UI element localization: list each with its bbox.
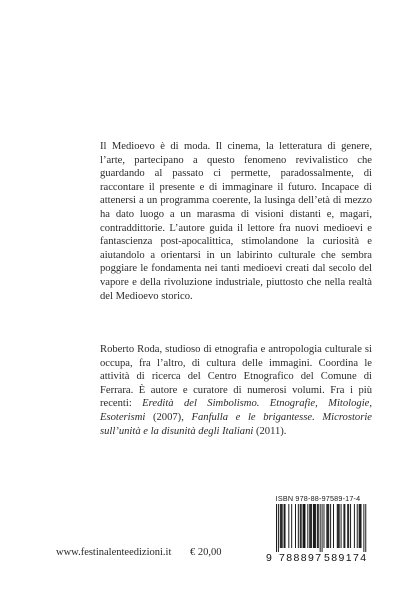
- barcode-bar: [357, 504, 358, 548]
- barcode-bar: [365, 504, 366, 552]
- barcode-bar: [300, 504, 301, 548]
- barcode-bar: [347, 504, 348, 548]
- barcode-bar: [311, 504, 312, 548]
- barcode-bar: [317, 504, 318, 548]
- barcode-bar: [281, 504, 282, 548]
- barcode-bar: [315, 504, 316, 548]
- barcode-bar: [339, 504, 340, 548]
- barcode-bar: [278, 504, 279, 552]
- barcode-bar: [307, 504, 308, 548]
- barcode-bar: [305, 504, 306, 548]
- barcode-bar: [285, 504, 286, 548]
- price-label: € 20,00: [190, 547, 222, 558]
- barcode-bar: [295, 504, 296, 548]
- book-year-2007: (2007),: [145, 411, 192, 423]
- isbn-label: ISBN 978-88-97589-17-4: [275, 494, 361, 503]
- barcode-bar: [314, 504, 315, 548]
- barcode-bar: [341, 504, 342, 548]
- barcode-bar: [344, 504, 345, 548]
- author-bio-intro: Roberto Roda, studioso di etnografia e antropologia culturale si occupa, fra l’altro, di cultura delle immagini. Coordina le attività di ricerca del Centro Etnografico del Comune di Ferrara. È autore e curatore di numerosi volumi. Fra i più recenti:: [100, 344, 372, 410]
- barcode-bar: [322, 504, 323, 552]
- barcode-bar: [328, 504, 329, 548]
- barcode-bar: [276, 504, 277, 552]
- barcode-bar: [338, 504, 339, 548]
- book-year-2011: (2011).: [253, 425, 287, 437]
- book-title-fanfulla: Fanfulla e le brigantesse. Microstorie sull’unità e la disunità degli Italiani: [100, 411, 372, 437]
- barcode-image: [266, 504, 370, 552]
- barcode-bar: [284, 504, 285, 548]
- barcode-bar: [350, 504, 351, 548]
- barcode-bar: [326, 504, 327, 548]
- barcode-bar: [359, 504, 360, 548]
- barcode-digits-left: 788897: [279, 552, 323, 564]
- book-title-eredita: Eredità del Simbolismo. Etnografie, Mitologie, Esoterismi: [100, 398, 372, 423]
- barcode-bar: [324, 504, 325, 548]
- barcode-bar: [318, 504, 319, 548]
- barcode-bar: [280, 504, 281, 548]
- barcode-bar: [330, 504, 331, 548]
- barcode-bar: [343, 504, 344, 548]
- barcode-bar: [337, 504, 338, 548]
- isbn-block: [266, 494, 370, 564]
- barcode-bar: [309, 504, 310, 548]
- barcode-bar: [333, 504, 334, 548]
- barcode-bar: [291, 504, 292, 548]
- barcode-bar: [348, 504, 349, 548]
- barcode-bar: [301, 504, 302, 548]
- barcode-bar: [282, 504, 283, 548]
- barcode-bar: [327, 504, 328, 548]
- barcode-bar: [354, 504, 355, 548]
- barcode-bar: [360, 504, 361, 548]
- barcode-bar: [363, 504, 364, 552]
- author-bio-paragraph: [100, 343, 372, 438]
- barcode-bar: [304, 504, 305, 548]
- barcode-bar: [303, 504, 304, 548]
- description-paragraph: Il Medioevo è di moda. Il cinema, la letteratura di genere, l’arte, partecipano a questo fenomeno revivalistico che guardando al passato ci permette, paradossalmente, di raccontare il presente e di immaginare il futuro. Incapace di attenersi a un programma coerente, la lusinga dell’età di mezzo ha dato luogo a un marasma di visioni distanti e, magari, contraddittorie. L’autore guida il lettore fra nuovi medioevi e fantascienza post-apocalittica, stimolandone la curiosità e aiutandolo a orientarsi in un labirinto culturale che sembra poggiare le fondamenta nei tanti medioevi creati dal secolo del vapore e della rivoluzione industriale, piuttosto che nella realtà del Medioevo storico.: [100, 141, 372, 302]
- barcode-bar: [313, 504, 314, 548]
- barcode-bar: [310, 504, 311, 548]
- barcode-bar: [298, 504, 299, 548]
- publisher-website: www.festinalenteedizioni.it: [56, 547, 172, 558]
- barcode-digit-lead: 9: [266, 552, 272, 564]
- barcode-bar: [320, 504, 321, 552]
- barcode-bar: [288, 504, 289, 548]
- barcode-digits-right: 589174: [324, 552, 368, 564]
- barcode-bar: [361, 504, 362, 548]
